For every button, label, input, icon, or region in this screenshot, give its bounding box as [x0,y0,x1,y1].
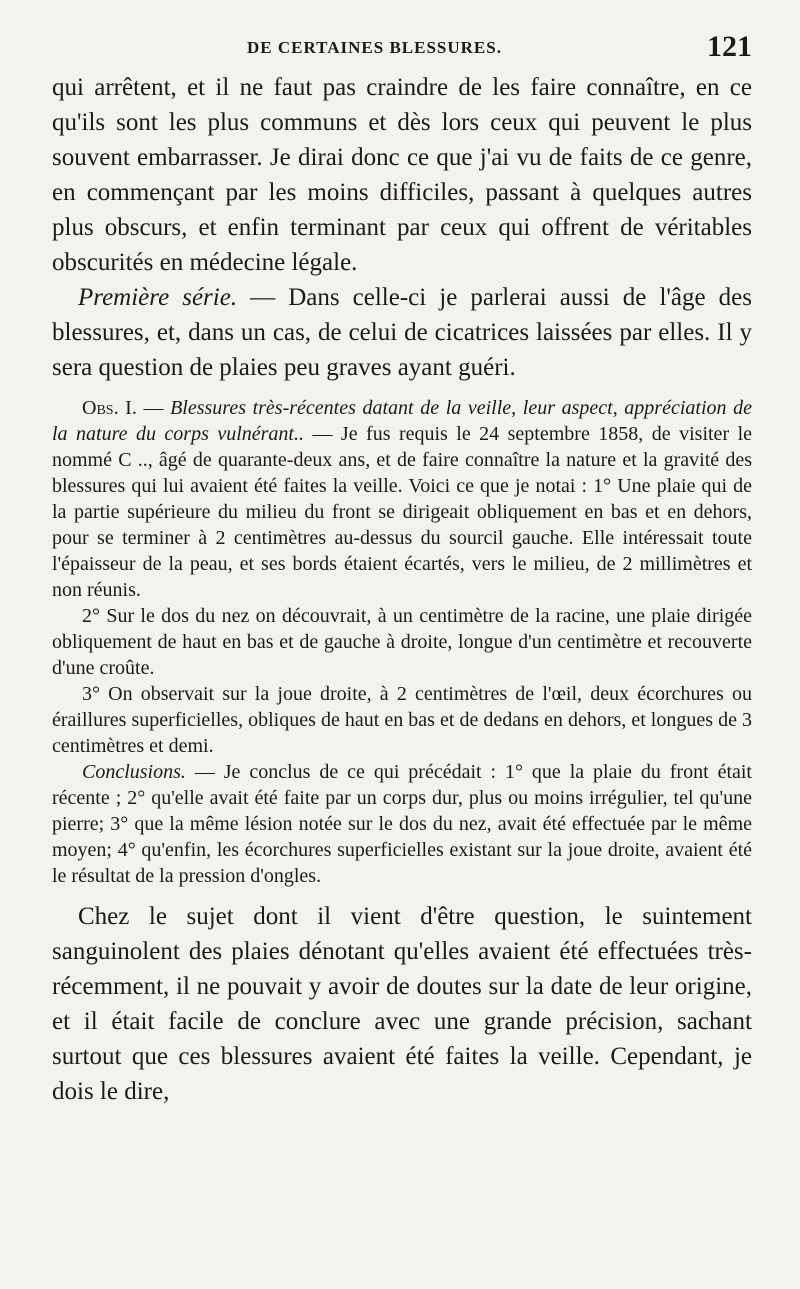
series-text: Dans celle-ci je parlerai aussi de l'âge des blessures, et, dans un cas, de celui de cicatrices laissées par elles. Il y sera question de plaies peu graves ayant guéri. [52,284,752,381]
closing-paragraph: Chez le sujet dont il vient d'être question, le suintement sanguinolent des plaies dénotant qu'elles avaient été effectuées très-récemment, il ne pouvait y avoir de doutes sur la date de leur origine, et il était facile de conclure avec une grande précision, sachant surtout que ces blessures avaient été faites la veille. Cependant, je dois le dire, [52,903,752,1105]
conclusions-dash: — [185,761,224,783]
page-number: 121 [707,30,752,63]
conclusions-text: Je conclus de ce qui précédait : 1° que la plaie du front était récente ; 2° qu'elle avait été faite par un corps dur, plus ou moins irrégulier, tel qu'une pierre; 3° que la même lésion notée sur le dos du nez, avait été effectuée par le même moyen; 4° qu'enfin, les écorchures superficielles existant sur la joue droite, avaient été le résultat de la pression d'ongles. [52,761,752,887]
intro-paragraph: qui arrêtent, et il ne faut pas craindre de les faire connaître, en ce qu'ils sont les plus communs et dès lors ceux qui peuvent le plus souvent embarrasser. Je dirai donc ce que j'ai vu de faits de ce genre, en commençant par les moins difficiles, passant à quelques autres plus obscurs, et enfin terminant par ceux qui offrent de véritables obscurités en médecine légale. [52,74,752,276]
page-header [52,30,752,70]
observation-paragraph [52,395,752,603]
observation-point-2: 2° Sur le dos du nez on découvrait, à un centimètre de la racine, une plaie dirigée obliquement de haut en bas et de gauche à droite, longue d'un centimètre et recouverte d'une croûte. [52,605,752,679]
observation-label: Obs. I. [82,397,137,419]
conclusions-paragraph [52,759,752,889]
observation-point-3: 3° On observait sur la joue droite, à 2 centimètres de l'œil, deux écorchures ou éraillures superficielles, obliques de haut en bas et de dedans en dehors, et longues de 3 centimètres et demi. [52,683,752,757]
observation-text: — Je fus requis le 24 septembre 1858, de visiter le nommé C .., âgé de quarante-deux ans, et de faire connaître la nature et la gravité des blessures qui lui avaient été faites la veille. Voici ce que je notai : 1° Une plaie qui de la partie supérieure du milieu du front se dirigeait obliquement en bas et en dehors, pour se terminer à 2 centimètres au-dessus du sourcil gauche. Elle intéressait toute l'épaisseur de la peau, et ses bords étaient écartés, vers le milieu, de 2 millimètres et non réunis. [52,423,752,601]
conclusions-label: Conclusions. [82,761,186,783]
running-head: DE CERTAINES BLESSURES. [247,38,502,57]
observation-title: Blessures très-récentes datant de la veille, leur aspect, appréciation de la nature du corps vulnérant.. [52,397,752,445]
series-paragraph [52,280,752,385]
series-label: Première série. [78,284,238,311]
observation-dash: — [136,397,171,419]
book-page [52,30,752,1109]
series-dash: — [237,284,289,311]
